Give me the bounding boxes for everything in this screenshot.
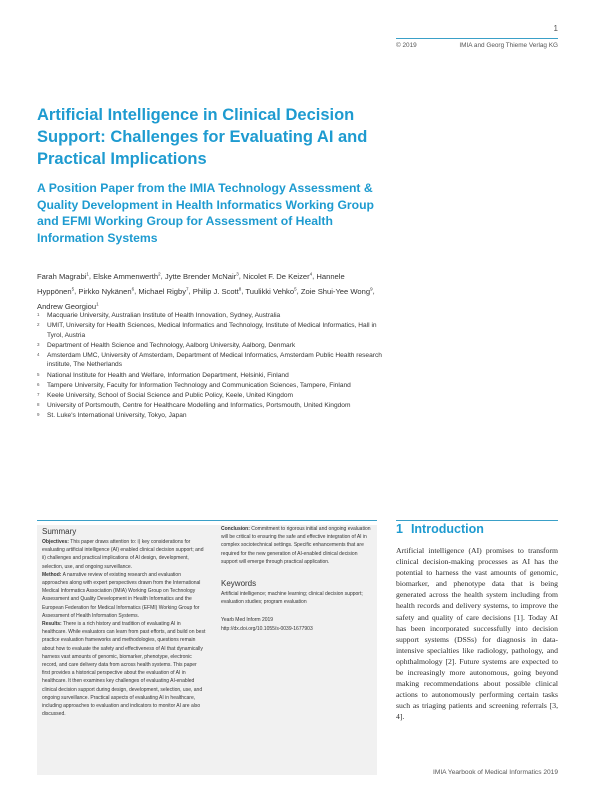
author-name: Zoie Shui-Yee Wong bbox=[300, 286, 371, 296]
author-name: Pirkko Nykänen bbox=[78, 286, 132, 296]
author-name: Andrew Georgiou bbox=[37, 301, 97, 311]
author-affiliation-mark: 5 bbox=[294, 286, 297, 292]
affiliation-item bbox=[37, 401, 382, 411]
summary-heading: Summary bbox=[42, 527, 77, 536]
affiliation-number: 7 bbox=[37, 391, 40, 397]
author-name: Farah Magrabi bbox=[37, 271, 87, 281]
affiliation-text: Keele University, School of Social Science and Public Policy, Keele, United Kingdom bbox=[47, 391, 294, 399]
affiliation-number: 9 bbox=[37, 411, 40, 417]
affiliation-number: 8 bbox=[37, 401, 40, 407]
affiliation-item bbox=[37, 411, 382, 421]
author-affiliation-mark: 1 bbox=[86, 271, 89, 276]
affiliation-number: 5 bbox=[37, 371, 40, 377]
header-publisher: IMIA and Georg Thieme Verlag KG bbox=[459, 42, 558, 49]
results-text: There is a rich history and tradition of evaluating AI in healthcare. While evaluators can learn from past efforts, and build on best practice evaluation frameworks and methodologies, questions remain about how to evaluate the safety and effectiveness of AI that dynamically harness vast amounts of genomic, biomarker, phenotype, electronic record, and care delivery data from across health systems. This paper first provides a historical perspective about the evaluation of AI in healthcare. It then examines key challenges of evaluating AI-enabled clinical decision support during design, development, selection, use, and ongoing surveillance. Practical aspects of evaluating AI in healthcare, including approaches to evaluation and indicators to monitor AI are also discussed. bbox=[42, 621, 206, 718]
author-list: Farah Magrabi$^1$, Elske Ammenwerth$^2$, Jytte Brender McNair$^3$, Nicolet F. De Keizer$^4$, Hannele Hyppönen$^5$, Pirkko Nykänen$^6$, Michael Rigby$^7$, Philip J. Scott$^8$, Tuulikki Vehko$^5$, Zoie Shui-Yee Wong$^9$, Andrew Georgiou$^1$ bbox=[37, 271, 375, 311]
affiliation-text: National Institute for Health and Welfare, Information Department, Helsinki, Finland bbox=[47, 371, 289, 379]
author bbox=[245, 287, 296, 296]
author-name: Elske Ammenwerth bbox=[93, 271, 159, 281]
affiliation-item bbox=[37, 351, 382, 370]
page-number: 1 bbox=[553, 24, 558, 33]
author bbox=[78, 287, 134, 296]
affiliation-number: 1 bbox=[37, 312, 40, 317]
affiliation-text: Macquarie University, Australian Institute of Health Innovation, Sydney, Australia bbox=[47, 312, 281, 319]
affiliation-item bbox=[37, 371, 382, 381]
author-affiliation-mark: 2 bbox=[158, 271, 161, 276]
summary-column-left bbox=[42, 538, 206, 718]
affiliation-number: 4 bbox=[37, 351, 40, 357]
author bbox=[243, 272, 312, 281]
author-affiliation-mark: 1 bbox=[96, 301, 99, 307]
author bbox=[37, 272, 89, 281]
affiliation-text: Tampere University, Faculty for Information Technology and Communication Sciences, Tampere, Finland bbox=[47, 381, 351, 389]
results-label: Results: bbox=[42, 621, 62, 628]
method-label: Method: bbox=[42, 571, 62, 578]
keywords-heading: Keywords bbox=[221, 579, 257, 589]
author bbox=[138, 287, 188, 296]
author bbox=[165, 272, 239, 281]
author-name: Philip J. Scott bbox=[192, 286, 239, 296]
author-affiliation-mark: 4 bbox=[309, 271, 313, 276]
affiliation-item bbox=[37, 321, 382, 340]
affiliation-item bbox=[37, 391, 382, 401]
author-name: Jytte Brender McNair bbox=[164, 271, 237, 281]
paper-subtitle: A Position Paper from the IMIA Technology Assessment & Quality Development in Health Informatics Working Group and EFMI Working Group for Assessment of Health Information Systems bbox=[37, 181, 375, 245]
author-affiliation-mark: 9 bbox=[370, 286, 373, 292]
section-number: 1 bbox=[396, 522, 403, 536]
page-footer: IMIA Yearbook of Medical Informatics 2019 bbox=[433, 769, 558, 776]
method-text: A narrative review of existing research and evaluation approaches along with expert perspectives drawn from the International Medical Informatics Association (IMIA) Working Group on Technology Assessment and Quality Development in Health Informatics and the European Federation for Medical Informatics (EFMI) Working Group for Assessment of Health Information Systems. bbox=[42, 571, 201, 619]
author-name: Michael Rigby bbox=[138, 286, 187, 296]
author-affiliation-mark: 6 bbox=[131, 286, 135, 292]
affiliation-list bbox=[37, 311, 382, 421]
affiliation-number: 2 bbox=[37, 322, 40, 328]
affiliation-text: St. Luke's International University, Tokyo, Japan bbox=[47, 411, 187, 419]
affiliation-text: University of Portsmouth, Centre for Healthcare Modelling and Informatics, Portsmouth, United Kingdom bbox=[47, 401, 351, 409]
author-affiliation-mark: 5 bbox=[71, 286, 75, 292]
affiliation-text: Department of Health Science and Technology, Aalborg University, Aalborg, Denmark bbox=[47, 341, 296, 349]
affiliation-number: 6 bbox=[37, 381, 40, 387]
author-affiliation-mark: 7 bbox=[186, 286, 189, 292]
affiliation-text: Amsterdam UMC, University of Amsterdam, Department of Medical Informatics, Amsterdam Public Health research institute, The Netherlands bbox=[47, 351, 382, 369]
author-name: Nicolet F. De Keizer bbox=[242, 271, 310, 281]
author-affiliation-mark: 3 bbox=[236, 271, 239, 276]
doi-link[interactable]: http://dx.doi.org/10.1055/s-0039-1677903 bbox=[221, 625, 313, 632]
journal-reference: Yearb Med Inform 2019 bbox=[221, 617, 274, 624]
introduction-heading bbox=[396, 522, 484, 536]
author bbox=[93, 272, 161, 281]
header-copyright: © 2019 bbox=[396, 42, 417, 49]
section-title: Introduction bbox=[410, 522, 484, 536]
author-name: Hannele Hyppönen bbox=[37, 271, 345, 296]
affiliation-text: UMIT, University for Health Sciences, Medical Informatics and Technology, Institute of Medical Informatics, Hall in Tyrol, Austria bbox=[47, 322, 377, 339]
affiliation-number: 3 bbox=[37, 341, 40, 347]
keywords-text: Artificial intelligence; machine learning; clinical decision support; evaluation studies; program evaluation bbox=[221, 591, 363, 606]
header-rule bbox=[396, 38, 558, 39]
affiliation-item bbox=[37, 311, 382, 321]
introduction-text: Artificial intelligence (AI) promises to transform clinical decision-making processes as AI has the potential to harness the vast amounts of genomic, biomarker, and phenotype data that is being generated across the health system including from health records and delivery systems, to improve the safety and quality of care decisions [1]. Today AI has been incorporated successfully into decision support systems (DSSs) for diagnosis in data-intensive specialties like radiology, pathology, and ophthalmology [2]. Future systems are expected to be increasingly more autonomous, going beyond making recommendations about possible clinical actions to autonomously performing certain tasks such as triaging patients and screening referrals [3, 4]. bbox=[396, 546, 558, 722]
objectives-label: Objectives: bbox=[42, 539, 69, 545]
paper-title: Artificial Intelligence in Clinical Decision Support: Challenges for Evaluating AI and Practical Implications bbox=[37, 106, 368, 168]
conclusion-text: Commitment to rigorous initial and ongoing evaluation will be critical to ensuring the safe and effective integration of AI in complex sociotechnical settings. Specific enhancements that are required for the new generation of AI-enabled clinical decision support will emerge through practical application. bbox=[221, 526, 371, 565]
summary-rule bbox=[37, 520, 377, 521]
author-name: Tuulikki Vehko bbox=[245, 286, 295, 296]
author bbox=[301, 287, 373, 296]
introduction-rule bbox=[396, 520, 558, 521]
author-affiliation-mark: 8 bbox=[238, 286, 242, 292]
summary-column-right bbox=[221, 525, 371, 633]
summary-box bbox=[37, 525, 377, 775]
author bbox=[37, 302, 99, 311]
author bbox=[193, 287, 242, 296]
affiliation-item bbox=[37, 381, 382, 391]
affiliation-item bbox=[37, 341, 382, 351]
conclusion-label: Conclusion: bbox=[221, 526, 250, 532]
objectives-text: This paper draws attention to: i) key considerations for evaluating artificial intelligence (AI) enabled clinical decision support; and ii) challenges and practical implications of AI design, development, selection, use, and ongoing surveillance. bbox=[42, 539, 204, 570]
